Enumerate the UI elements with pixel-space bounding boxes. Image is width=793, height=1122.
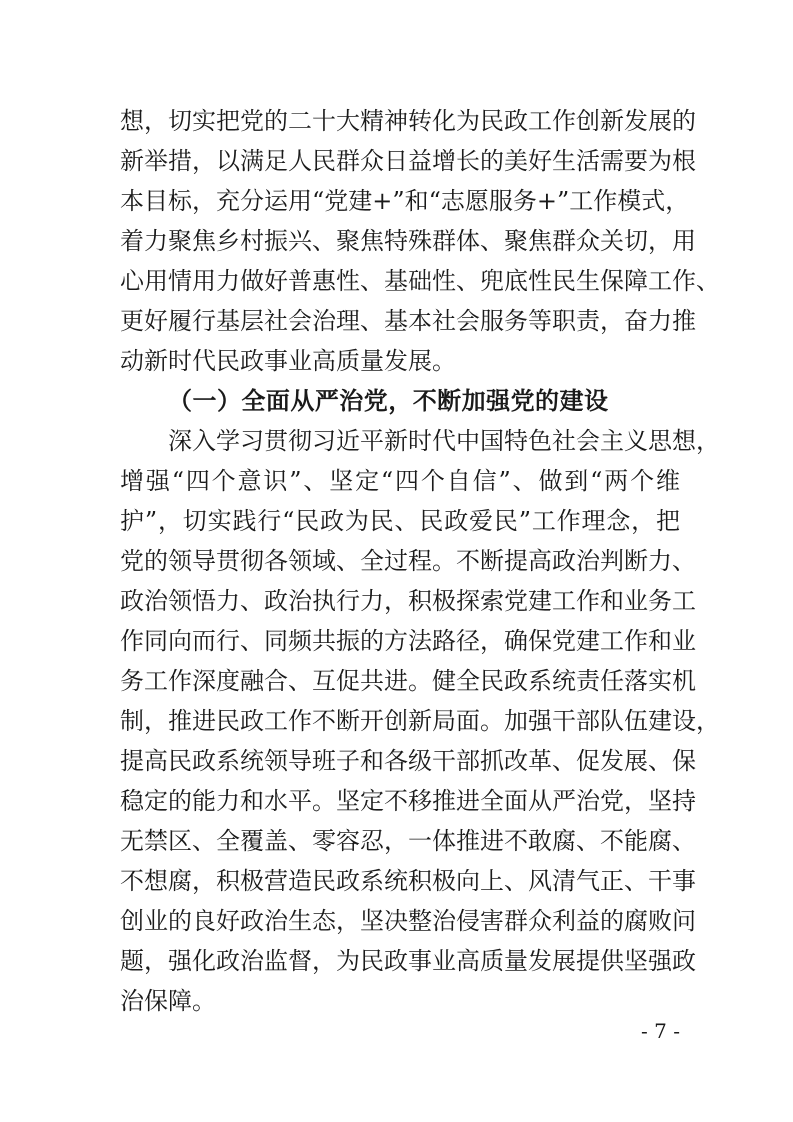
paragraph-line: 新举措，以满足人民群众日益增长的美好生活需要为根 — [120, 147, 696, 175]
paragraph-line: 深入学习贯彻习近平新时代中国特色社会主义思想， — [168, 427, 720, 455]
paragraph-line: 提高民政系统领导班子和各级干部抓改革、促发展、保 — [120, 747, 696, 775]
paragraph-line: 不想腐，积极营造民政系统积极向上、风清气正、干事 — [120, 867, 696, 895]
paragraph-line: 务工作深度融合、互促共进。健全民政系统责任落实机 — [120, 667, 696, 695]
paragraph-line: 创业的良好政治生态，坚决整治侵害群众利益的腐败问 — [120, 907, 696, 935]
paragraph-line: 心用情用力做好普惠性、基础性、兜底性民生保障工作、 — [120, 267, 720, 295]
paragraph-line: 动新时代民政事业高质量发展。 — [120, 347, 456, 375]
paragraph-line: 稳定的能力和水平。坚定不移推进全面从严治党，坚持 — [120, 787, 696, 815]
paragraph-line: 政治领悟力、政治执行力，积极探索党建工作和业务工 — [120, 587, 696, 615]
paragraph-line: 党的领导贯彻各领域、全过程。不断提高政治判断力、 — [120, 547, 696, 575]
paragraph-line: 着力聚焦乡村振兴、聚焦特殊群体、聚焦群众关切，用 — [120, 227, 696, 255]
paragraph-line: 本目标，充分运用“党建+”和“志愿服务+”工作模式， — [120, 187, 690, 215]
paragraph-line: 无禁区、全覆盖、零容忍，一体推进不敢腐、不能腐、 — [120, 827, 696, 855]
paragraph-line: 增强“四个意识”、坚定“四个自信”、做到“两个维 — [120, 467, 680, 495]
paragraph-line: 作同向而行、同频共振的方法路径，确保党建工作和业 — [120, 627, 696, 655]
paragraph-line: 想，切实把党的二十大精神转化为民政工作创新发展的 — [120, 107, 696, 135]
paragraph-line: 治保障。 — [120, 987, 216, 1015]
paragraph-line: 更好履行基层社会治理、基本社会服务等职责，奋力推 — [120, 307, 696, 335]
paragraph-line: 题，强化政治监督，为民政事业高质量发展提供坚强政 — [120, 947, 696, 975]
page-number: - 7 - — [641, 1019, 680, 1043]
section-heading: （一）全面从严治党，不断加强党的建设 — [168, 386, 608, 415]
paragraph-line: 制，推进民政工作不断开创新局面。加强干部队伍建设， — [120, 707, 720, 735]
paragraph-line: 护”，切实践行“民政为民、民政爱民”工作理念，把 — [120, 507, 680, 535]
